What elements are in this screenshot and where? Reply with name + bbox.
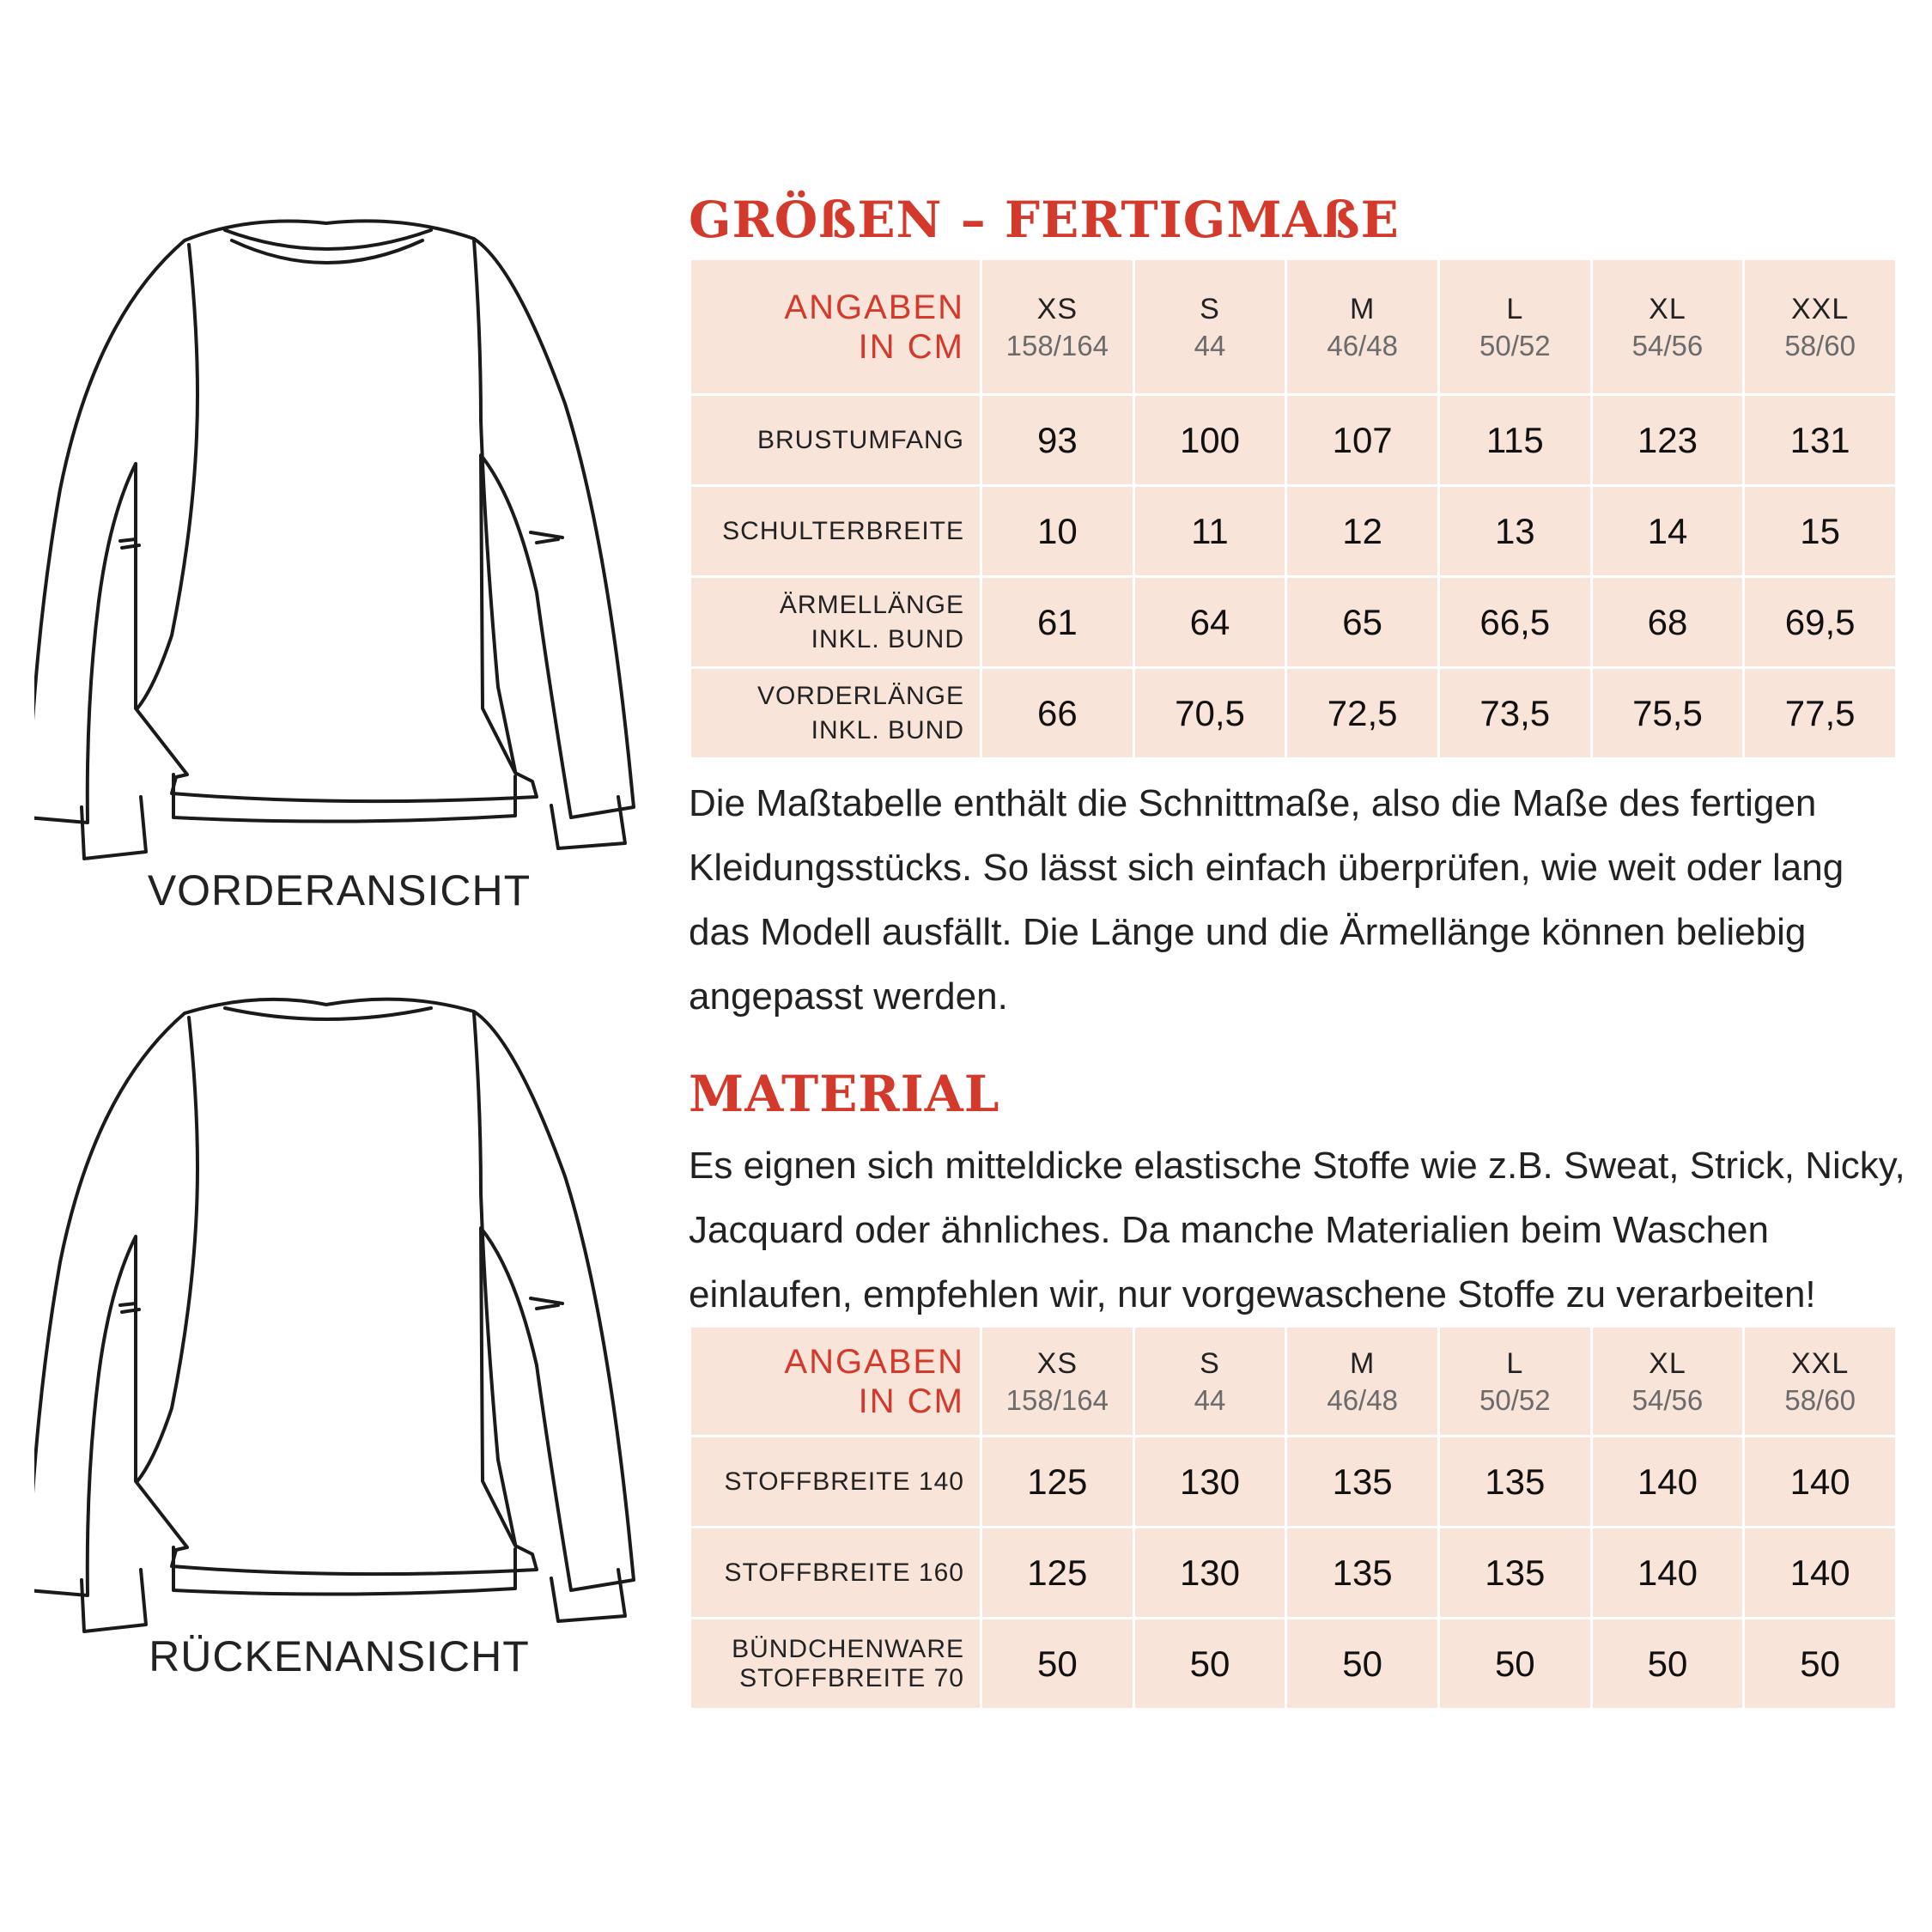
value-cell: 140 — [1593, 1437, 1743, 1526]
size-sub: 158/164 — [1005, 329, 1109, 361]
value-cell: 66,5 — [1440, 578, 1590, 666]
value-cell: 50 — [1745, 1619, 1895, 1708]
material-heading: MATERIAL — [689, 1065, 1000, 1123]
value-cell: 11 — [1135, 487, 1285, 575]
front-view-caption: VORDERANSICHT — [147, 866, 532, 914]
size-sub: 50/52 — [1479, 329, 1551, 361]
size-header-cell — [1440, 1327, 1590, 1435]
value-cell: 135 — [1440, 1528, 1590, 1617]
value-cell: 65 — [1287, 578, 1437, 666]
back-view-drawing — [34, 979, 653, 1649]
back-view-caption: RÜCKENANSICHT — [149, 1632, 530, 1680]
size-name: S — [1200, 1346, 1220, 1380]
value-cell: 66 — [982, 669, 1133, 757]
header-label-line2: IN CM — [858, 327, 964, 366]
row-label-line1: SCHULTERBREITE — [722, 516, 964, 545]
header-label-line1: ANGABEN — [784, 288, 964, 326]
size-name: XL — [1649, 1346, 1686, 1380]
table-row — [691, 669, 1895, 757]
size-sub: 46/48 — [1327, 329, 1398, 361]
value-cell: 13 — [1440, 487, 1590, 575]
header-label-cell — [691, 260, 980, 393]
value-cell: 140 — [1593, 1528, 1743, 1617]
sizes-heading: GRÖßEN – FERTIGMAßE — [689, 191, 1400, 249]
row-label — [691, 396, 980, 484]
value-cell: 130 — [1135, 1528, 1285, 1617]
value-cell: 68 — [1593, 578, 1743, 666]
row-label-line1: ÄRMELLÄNGE — [779, 590, 964, 619]
header-label-cell — [691, 1327, 980, 1435]
size-header-cell — [1745, 1327, 1895, 1435]
size-sub: 58/60 — [1784, 1383, 1856, 1416]
value-cell: 125 — [982, 1437, 1133, 1526]
size-name: L — [1506, 1346, 1524, 1380]
table-row — [691, 1528, 1895, 1617]
table-row — [691, 1437, 1895, 1526]
row-label-line1: BÜNDCHENWARE — [732, 1634, 964, 1663]
value-cell: 69,5 — [1745, 578, 1895, 666]
size-name: M — [1349, 1346, 1376, 1380]
value-cell: 135 — [1287, 1528, 1437, 1617]
table-header-row — [691, 260, 1895, 393]
size-name: XS — [1036, 1346, 1078, 1380]
size-header-cell — [1593, 260, 1743, 393]
material-description: Es eignen sich mitteldicke elastische Stoffe wie z.B. Sweat, Strick, Nicky, Jacquard oder ähnliches. Da manche Materialien beim Waschen einlaufen, empfehlen wir, nur vorgewaschene Stoffe zu verarbeiten! — [689, 1145, 1905, 1315]
size-sub: 46/48 — [1327, 1383, 1398, 1416]
sizes-description: Die Maßtabelle enthält die Schnittmaße, also die Maße des fertigen Kleidungsstücks. So lässt sich einfach überprüfen, wie weit oder lang das Modell ausfällt. Die Länge und die Ärmellänge können beliebig angepasst werden. — [689, 782, 1844, 1018]
table-row — [691, 578, 1895, 666]
value-cell: 140 — [1745, 1437, 1895, 1526]
row-label-line2: INKL. BUND — [811, 624, 964, 653]
row-label-line1: VORDERLÄNGE — [756, 681, 964, 710]
value-cell: 50 — [1440, 1619, 1590, 1708]
size-header-cell — [1593, 1327, 1743, 1435]
size-sub: 54/56 — [1631, 1383, 1704, 1416]
value-cell: 75,5 — [1593, 669, 1743, 757]
header-label-line2: IN CM — [858, 1382, 964, 1420]
row-label — [691, 669, 980, 757]
sizes-table — [689, 258, 1898, 760]
table-row — [691, 1619, 1895, 1708]
size-sub: 58/60 — [1784, 329, 1856, 361]
size-sub: 54/56 — [1631, 329, 1704, 361]
value-cell: 64 — [1135, 578, 1285, 666]
row-label-line2: INKL. BUND — [811, 715, 964, 744]
value-cell: 73,5 — [1440, 669, 1590, 757]
table-row — [691, 487, 1895, 575]
size-sub: 44 — [1194, 1383, 1226, 1416]
size-name: S — [1200, 292, 1220, 325]
size-name: XL — [1649, 292, 1686, 325]
row-label — [691, 578, 980, 666]
size-header-cell — [1287, 1327, 1437, 1435]
size-header-cell — [1745, 260, 1895, 393]
size-name: XXL — [1791, 292, 1850, 325]
value-cell: 135 — [1287, 1437, 1437, 1526]
size-header-cell — [982, 260, 1133, 393]
value-cell: 77,5 — [1745, 669, 1895, 757]
value-cell: 107 — [1287, 396, 1437, 484]
header-label-line1: ANGABEN — [784, 1342, 964, 1381]
value-cell: 50 — [1593, 1619, 1743, 1708]
value-cell: 50 — [1287, 1619, 1437, 1708]
value-cell: 140 — [1745, 1528, 1895, 1617]
size-name: M — [1349, 292, 1376, 325]
value-cell: 100 — [1135, 396, 1285, 484]
sweater-back-illustration — [34, 979, 653, 1649]
value-cell: 135 — [1440, 1437, 1590, 1526]
value-cell: 93 — [982, 396, 1133, 484]
size-name: XXL — [1791, 1346, 1850, 1380]
row-label — [691, 487, 980, 575]
value-cell: 14 — [1593, 487, 1743, 575]
row-label-line1: BRUSTUMFANG — [756, 425, 964, 454]
table-row — [691, 396, 1895, 484]
size-header-cell — [1440, 260, 1590, 393]
size-header-cell — [1135, 1327, 1285, 1435]
value-cell: 130 — [1135, 1437, 1285, 1526]
size-header-cell — [1287, 260, 1437, 393]
sweater-front-illustration — [34, 206, 653, 876]
value-cell: 115 — [1440, 396, 1590, 484]
size-name: XS — [1036, 292, 1078, 325]
value-cell: 72,5 — [1287, 669, 1437, 757]
table-header-row — [691, 1327, 1895, 1435]
row-label-line1: STOFFBREITE 160 — [724, 1558, 964, 1587]
value-cell: 61 — [982, 578, 1133, 666]
value-cell: 70,5 — [1135, 669, 1285, 757]
size-sub: 50/52 — [1479, 1383, 1551, 1416]
value-cell: 10 — [982, 487, 1133, 575]
row-label — [691, 1437, 980, 1526]
size-name: L — [1506, 292, 1524, 325]
value-cell: 123 — [1593, 396, 1743, 484]
front-view-drawing — [34, 206, 653, 876]
size-header-cell — [982, 1327, 1133, 1435]
row-label — [691, 1619, 980, 1708]
value-cell: 15 — [1745, 487, 1895, 575]
size-header-cell — [1135, 260, 1285, 393]
value-cell: 131 — [1745, 396, 1895, 484]
row-label-line2: STOFFBREITE 70 — [739, 1663, 964, 1692]
row-label-line1: STOFFBREITE 140 — [724, 1467, 964, 1496]
value-cell: 50 — [982, 1619, 1133, 1708]
value-cell: 125 — [982, 1528, 1133, 1617]
size-sub: 44 — [1194, 329, 1226, 361]
row-label — [691, 1528, 980, 1617]
value-cell: 12 — [1287, 487, 1437, 575]
value-cell: 50 — [1135, 1619, 1285, 1708]
size-sub: 158/164 — [1005, 1383, 1109, 1416]
material-table — [689, 1325, 1898, 1710]
